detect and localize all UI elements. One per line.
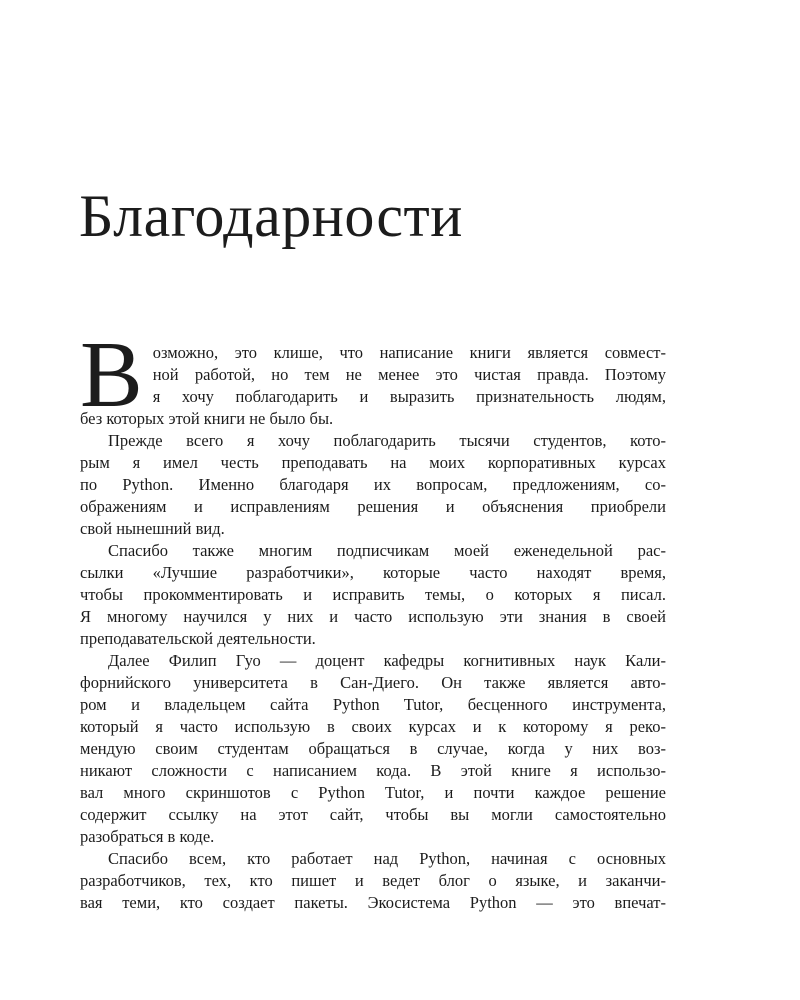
text-line: сылки «Лучшие разработчики», которые часто находят время, [80, 563, 666, 582]
body-text [80, 323, 666, 914]
text-line: Я многому научился у них и часто использую эти знания в своей [80, 607, 666, 626]
text-line: содержит ссылку на этот сайт, чтобы вы могли самостоятельно [80, 805, 666, 824]
text-line: свой нынешний вид. [80, 519, 225, 538]
text-line: никают сложности с написанием кода. В этой книге я использо- [80, 761, 666, 780]
chapter-title: Благодарности [79, 183, 463, 249]
text-line: разработчиков, тех, кто пишет и ведет блог о языке, и заканчи- [80, 871, 666, 890]
text-line: разобраться в коде. [80, 827, 215, 846]
text-line: рым я имел честь преподавать на моих корпоративных курсах [80, 453, 666, 472]
paragraph [80, 540, 666, 650]
paragraph [80, 323, 666, 430]
text-line: по Python. Именно благодаря их вопросам, предложениям, со- [80, 475, 666, 494]
text-line: ображениям и исправлениям решения и объяснения приобрели [80, 497, 666, 516]
paragraph [80, 848, 666, 914]
text-line: чтобы прокомментировать и исправить темы, о которых я писал. [80, 585, 666, 604]
text-line: я хочу поблагодарить и выразить признательность людям, [152, 387, 666, 406]
text-line: который я часто использую в своих курсах и к которому я реко- [80, 717, 666, 736]
text-line: мендую своим студентам обращаться в случае, когда у них воз- [80, 739, 666, 758]
text-line: преподавательской деятельности. [80, 629, 316, 648]
text-line: вал много скриншотов с Python Tutor, и почти каждое решение [80, 783, 666, 802]
paragraph [80, 430, 666, 540]
text-line: вая теми, кто создает пакеты. Экосистема Python — это впечат- [80, 893, 666, 912]
text-line: форнийского университета в Сан-Диего. Он также является авто- [80, 673, 666, 692]
text-line: озможно, это клише, что написание книги является совмест- [152, 343, 666, 362]
text-line: Спасибо всем, кто работает над Python, начиная с основных [108, 849, 666, 868]
paragraph [80, 650, 666, 848]
text-line: Спасибо также многим подписчикам моей еженедельной рас- [108, 541, 666, 560]
text-line: ной работой, но тем не менее это чистая правда. Поэтому [152, 365, 666, 384]
text-line: без которых этой книги не было бы. [80, 409, 334, 428]
drop-cap-letter: В [80, 323, 143, 427]
text-line: ром и владельцем сайта Python Tutor, бесценного инструмента, [80, 695, 666, 714]
text-line: Прежде всего я хочу поблагодарить тысячи студентов, кото- [108, 431, 666, 450]
text-line: Далее Филип Гуо — доцент кафедры когнитивных наук Кали- [108, 651, 666, 670]
